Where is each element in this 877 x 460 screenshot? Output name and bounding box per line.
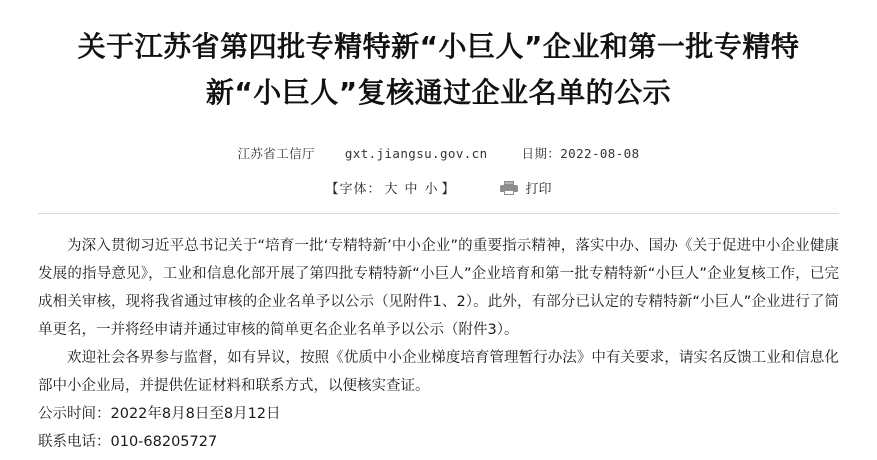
meta-source: 江苏省工信厅 [237, 146, 315, 161]
article-meta [38, 144, 839, 162]
meta-source-link[interactable]: gxt.jiangsu.gov.cn [344, 145, 488, 161]
contact-phone: 联系电话：010-68205727 [38, 434, 218, 450]
font-size-large-button[interactable]: 大 [384, 181, 399, 196]
print-button[interactable] [500, 178, 552, 197]
article-body [38, 232, 839, 456]
meta-date: 日期：2022-08-08 [521, 146, 640, 161]
font-size-small-button[interactable]: 小 [424, 181, 439, 196]
font-size-control [325, 178, 455, 197]
body-paragraph-2: 欢迎社会各界参与监督，如有异议，按照《优质中小企业梯度培育管理暂行办法》中有关要求，请实名反馈工业和信息化部中小企业局，并提供佐证材料和联系方式，以便核实查证。 [38, 350, 839, 394]
font-size-label-close: 】 [441, 181, 456, 196]
article-toolbar [38, 178, 839, 197]
font-size-medium-button[interactable]: 中 [404, 181, 419, 196]
font-size-label: 【字体： [325, 181, 382, 196]
page-title: 关于江苏省第四批专精特新“小巨人”企业和第一批专精特新“小巨人”复核通过企业名单的公示 [77, 30, 800, 109]
print-button-label: 打印 [525, 181, 552, 196]
body-paragraph-1: 为深入贯彻习近平总书记关于“培育一批‘专精特新’中小企业”的重要指示精神，落实中办、国办《关于促进中小企业健康发展的指导意见》，工业和信息化部开展了第四批专精特新“小巨人”企业培育和第一批专精特新“小巨人”企业复核工作，已完成相关审核，现将我省通过审核的企业名单予以公示（见附件1、2）。此外，有部分已认定的专精特新“小巨人”企业进行了简单更名，一并将经申请并通过审核的简单更名企业名单予以公示（附件3）。 [38, 238, 839, 338]
notice-period: 公示时间：2022年8月8日至8月12日 [38, 406, 281, 422]
printer-icon [500, 181, 518, 195]
toolbar-divider [38, 213, 839, 214]
